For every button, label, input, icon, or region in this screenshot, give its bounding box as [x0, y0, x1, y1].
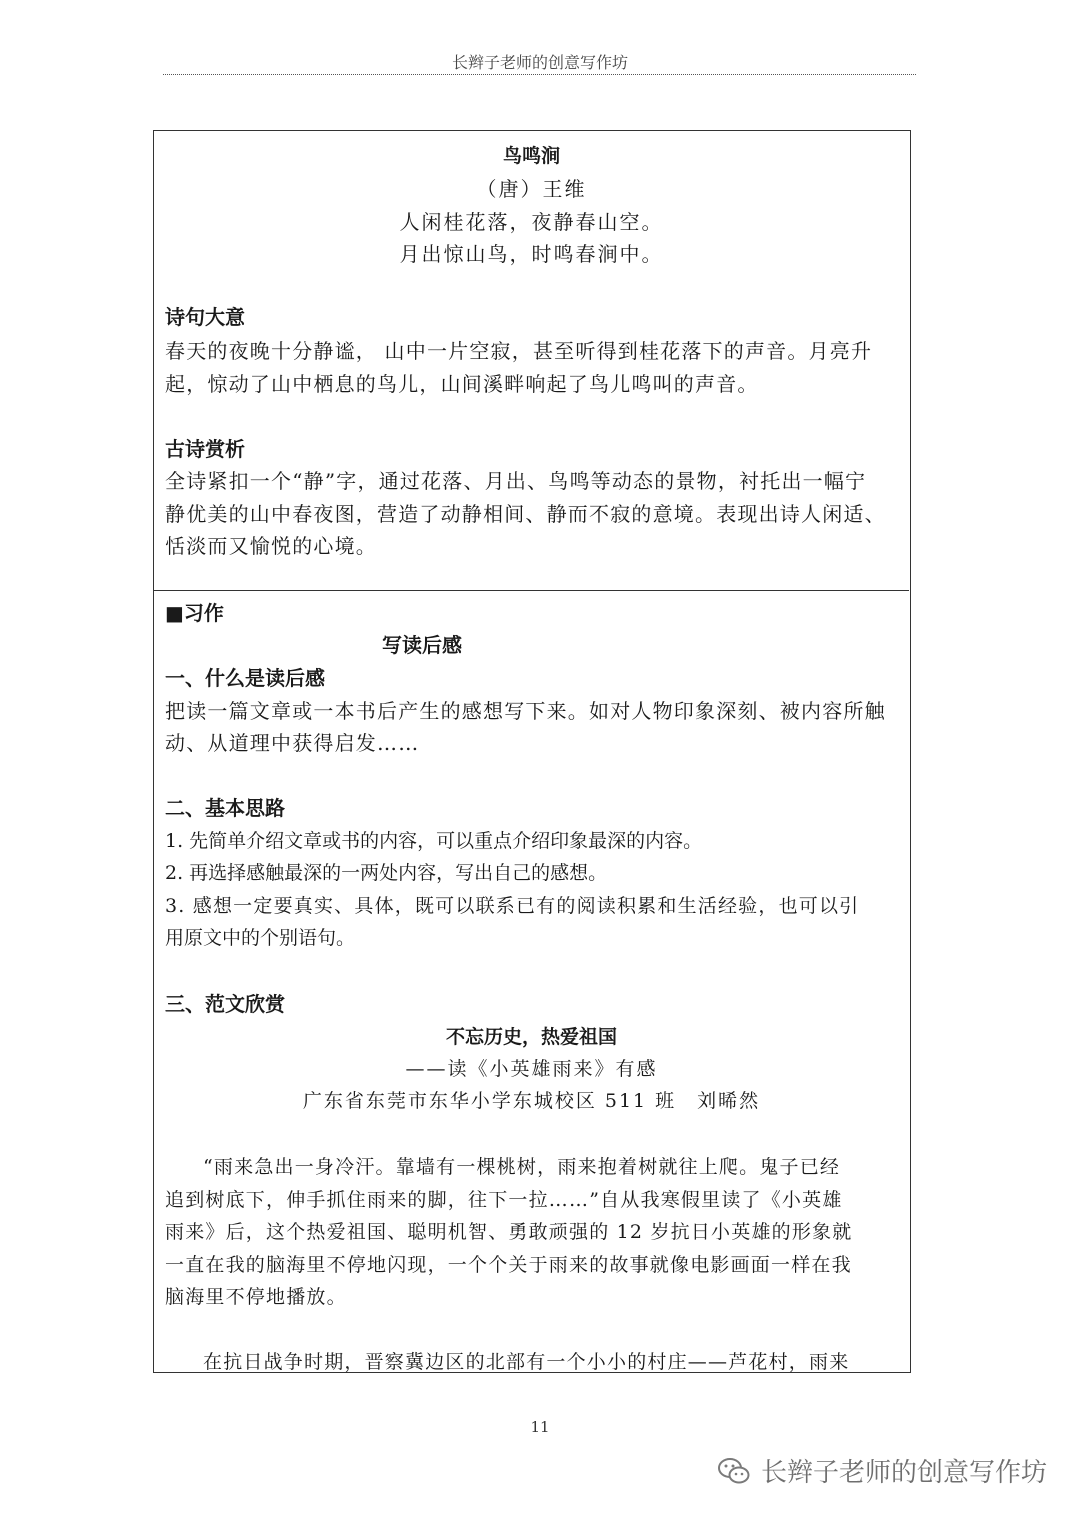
essay-p2-line-1: 在抗日战争时期，晋察冀边区的北部有一个小小的村庄——芦花村，雨来: [203, 1351, 850, 1373]
essay-byline: 广东省东莞市东华小学东城校区 511 班 刘晞然: [302, 1090, 761, 1112]
part2-line-4: 用原文中的个别语句。: [165, 927, 356, 949]
section-divider: [154, 590, 909, 591]
part2-line-2: 2. 再选择感触最深的一两处内容，写出自己的感想。: [165, 862, 608, 884]
appreciation-line-3: 恬淡而又愉悦的心境。: [165, 534, 377, 558]
meaning-heading: 诗句大意: [165, 305, 245, 329]
part2-heading: 二、基本思路: [165, 796, 285, 820]
page-number: 11: [530, 1418, 550, 1436]
poem-author: （唐）王维: [476, 177, 587, 201]
part1-line-2: 动、从道理中获得启发……: [165, 731, 420, 755]
watermark: [717, 1452, 1047, 1489]
poem-line-2: 月出惊山鸟，时鸣春涧中。: [399, 242, 664, 266]
essay-p1-line-2: 追到树底下，伸手抓住雨来的脚，往下一拉……”自从我寒假里读了《小英雄: [165, 1189, 843, 1211]
writing-title: 写读后感: [382, 633, 462, 657]
essay-p1-line-3: 雨来》后，这个热爱祖国、聪明机智、勇敢顽强的 12 岁抗日小英雄的形象就: [165, 1221, 853, 1243]
meaning-line-2: 起，惊动了山中栖息的鸟儿，山间溪畔响起了鸟儿鸣叫的声音。: [165, 372, 759, 396]
appreciation-line-1: 全诗紧扣一个“静”字，通过花落、月出、鸟鸣等动态的景物，衬托出一幅宁: [165, 469, 867, 493]
appreciation-line-2: 静优美的山中春夜图，营造了动静相间、静而不寂的意境。表现出诗人闲适、: [165, 502, 886, 526]
essay-p1-line-5: 脑海里不停地播放。: [165, 1286, 347, 1308]
appreciation-heading: 古诗赏析: [165, 437, 245, 461]
wechat-icon: [717, 1456, 751, 1486]
part1-heading: 一、什么是读后感: [165, 666, 325, 690]
running-header: 长辫子老师的创意写作坊: [451, 53, 628, 72]
part1-line-1: 把读一篇文章或一本书后产生的感想写下来。如对人物印象深刻、被内容所触: [165, 699, 886, 723]
part2-line-3: 3. 感想一定要真实、具体，既可以联系已有的阅读积累和生活经验，也可以引: [165, 895, 860, 917]
writing-section-label: ■习作: [165, 601, 224, 625]
poem-line-1: 人闲桂花落，夜静春山空。: [399, 210, 664, 234]
content-table: [153, 130, 911, 1373]
header-rule: [163, 74, 916, 75]
essay-subtitle: ——读《小英雄雨来》有感: [405, 1058, 658, 1080]
poem-title: 鸟鸣涧: [502, 145, 560, 167]
essay-p1-line-1: “雨来急出一身冷汗。靠墙有一棵桃树，雨来抱着树就往上爬。鬼子已经: [203, 1156, 841, 1178]
meaning-line-1: 春天的夜晚十分静谧， 山中一片空寂，甚至听得到桂花落下的声音。月亮升: [165, 339, 873, 363]
watermark-text: 长辫子老师的创意写作坊: [760, 1458, 1047, 1488]
essay-p1-line-4: 一直在我的脑海里不停地闪现，一个个关于雨来的故事就像电影画面一样在我: [165, 1254, 852, 1276]
part2-line-1: 1. 先简单介绍文章或书的内容，可以重点介绍印象最深的内容。: [165, 830, 703, 852]
part3-heading: 三、范文欣赏: [165, 992, 285, 1016]
essay-title: 不忘历史，热爱祖国: [445, 1026, 617, 1048]
